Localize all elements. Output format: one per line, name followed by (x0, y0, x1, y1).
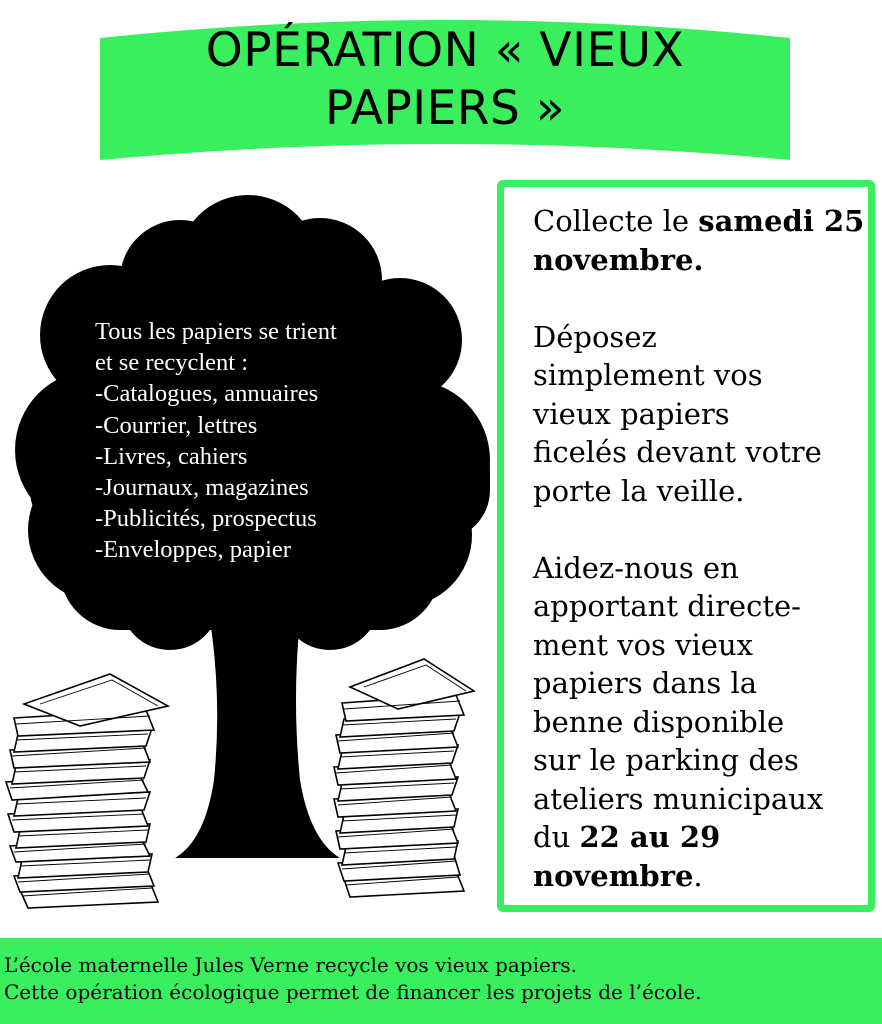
text-line: sur le parking des (533, 743, 799, 777)
month-period: . (693, 858, 703, 893)
collection-date-value: samedi 25 novembre. (533, 204, 865, 277)
text-line: ficelés devant votre (533, 435, 822, 469)
text-line: papiers dans la (533, 666, 758, 700)
page-title (100, 22, 790, 138)
text-line: Aidez-nous en (533, 550, 739, 585)
deposit-instructions (533, 318, 873, 511)
list-item: et se recyclent : (95, 349, 249, 377)
list-item: -Enveloppes, papier (95, 536, 291, 564)
footer-line-2: Cette opération écologique permet de financer les projets de l’école. (4, 980, 702, 1004)
title-line-1: OPÉRATION « VIEUX (205, 23, 685, 78)
list-item: -Journaux, magazines (95, 474, 309, 502)
text-line: simplement vos (533, 358, 763, 392)
dates-line (533, 818, 873, 857)
dates-value: 22 au 29 (579, 820, 721, 854)
list-item: -Courrier, lettres (95, 411, 258, 439)
footer-text (4, 952, 702, 1006)
text-line: porte la veille. (533, 473, 745, 508)
paper-stack-left-icon (0, 668, 180, 913)
list-item: -Livres, cahiers (95, 442, 248, 470)
text-line: Déposez (533, 319, 657, 354)
month-line (533, 857, 873, 896)
list-item: -Catalogues, annuaires (95, 380, 319, 408)
text-line: ment vos vieux (533, 627, 754, 662)
month-value: novembre (533, 858, 694, 893)
collection-label: Collecte le (533, 204, 699, 238)
dates-prefix: du (533, 820, 580, 854)
list-item: -Publicités, prospectus (95, 505, 317, 533)
title-line-2: PAPIERS » (324, 81, 566, 136)
dumpster-instructions (533, 549, 873, 896)
info-text (533, 202, 873, 895)
paper-stack-right-icon (328, 655, 478, 903)
collection-date (533, 202, 873, 279)
list-item: Tous les papiers se trient (95, 318, 337, 345)
paper-types-list (95, 316, 425, 566)
text-line: apportant directe- (533, 589, 801, 623)
text-line: benne disponible (533, 704, 785, 739)
text-line: vieux papiers (533, 396, 730, 431)
text-line: ateliers municipaux (533, 781, 824, 816)
footer-line-1: L’école maternelle Jules Verne recycle vos vieux papiers. (4, 953, 578, 977)
